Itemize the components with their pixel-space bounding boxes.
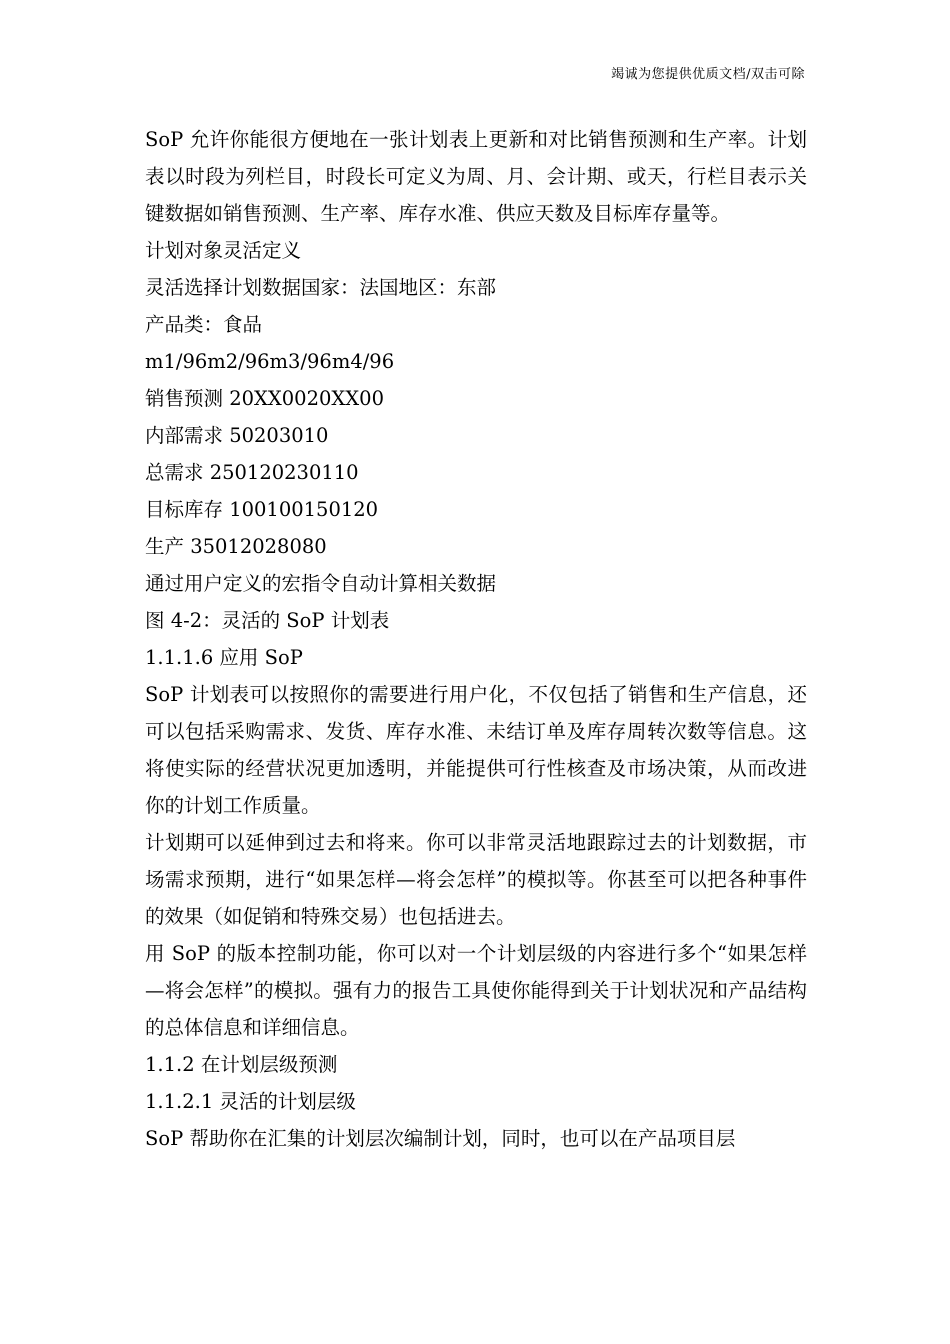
figure-caption: 图 4-2：灵活的 SoP 计划表 <box>145 609 390 632</box>
paragraph-sop-custom: SoP 计划表可以按照你的需要进行用户化，不仅包括了销售和生产信息，还可以包括采购需求、发货、库存水准、未结订单及库存周转次数等信息。这将使实际的经营状况更加透明，并能提供可行性核查及市场决策，从而改进你的计划工作质量。 <box>145 683 807 817</box>
line-plan-data-select: 灵活选择计划数据国家：法国地区：东部 <box>145 276 497 299</box>
paragraph-plan-period: 计划期可以延伸到过去和将来。你可以非常灵活地跟踪过去的计划数据，市场需求预期，进行“如果怎样—将会怎样”的模拟等。你甚至可以把各种事件的效果（如促销和特殊交易）也包括进去。 <box>145 831 807 928</box>
paragraph-sop-help: SoP 帮助你在汇集的计划层次编制计划，同时，也可以在产品项目层 <box>145 1127 736 1150</box>
section-heading-112: 1.1.2 在计划层级预测 <box>145 1053 338 1076</box>
line-sales-forecast: 销售预测 20XX0020XX00 <box>145 387 384 410</box>
line-production: 生产 35012028080 <box>145 535 327 558</box>
document-body <box>145 121 807 1157</box>
line-target-inventory: 目标库存 100100150120 <box>145 498 379 521</box>
section-heading-1116: 1.1.1.6 应用 SoP <box>145 646 303 669</box>
page-header: 竭诚为您提供优质文档/双击可除 <box>611 67 805 82</box>
line-macro: 通过用户定义的宏指令自动计算相关数据 <box>145 572 497 595</box>
line-periods: m1/96m2/96m3/96m4/96 <box>145 350 395 373</box>
paragraph-version-control: 用 SoP 的版本控制功能，你可以对一个计划层级的内容进行多个“如果怎样—将会怎样”的模拟。强有力的报告工具使你能得到关于计划状况和产品结构的总体信息和详细信息。 <box>145 942 807 1039</box>
section-heading-1121: 1.1.2.1 灵活的计划层级 <box>145 1090 356 1113</box>
line-product-class: 产品类：食品 <box>145 313 263 336</box>
line-internal-demand: 内部需求 50203010 <box>145 424 329 447</box>
line-total-demand: 总需求 250120230110 <box>145 461 359 484</box>
paragraph-sop-intro: SoP 允许你能很方便地在一张计划表上更新和对比销售预测和生产率。计划表以时段为列栏目，时段长可定义为周、月、会计期、或天，行栏目表示关键数据如销售预测、生产率、库存水准、供应天数及目标库存量等。 <box>145 128 807 225</box>
line-plan-object: 计划对象灵活定义 <box>145 239 302 262</box>
